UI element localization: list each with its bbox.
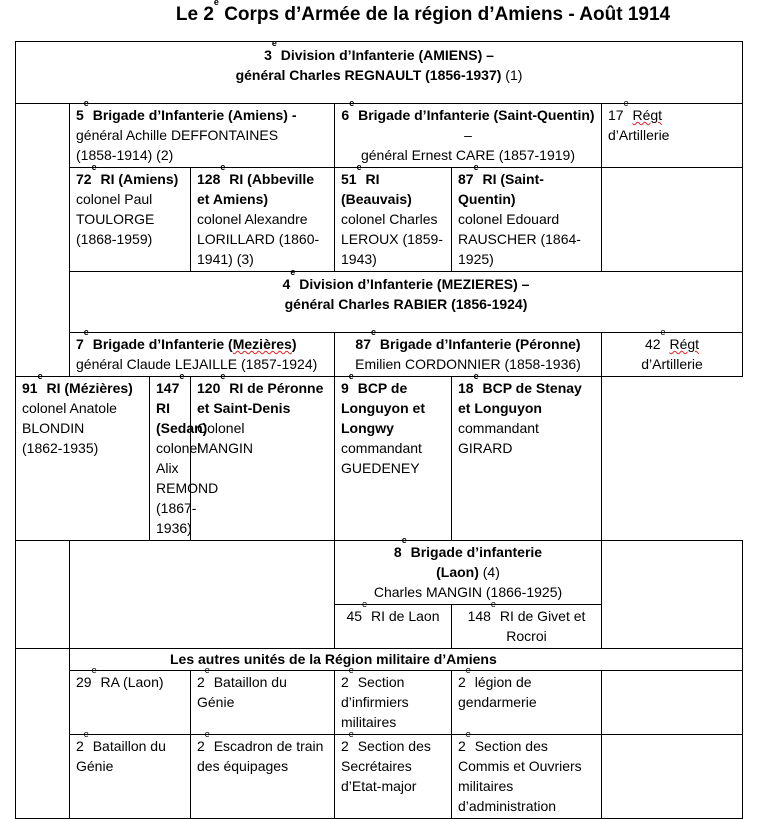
empty-cell bbox=[16, 104, 70, 377]
regiment-147-cell: 147e RI (Sedan) colonel Alix REMOND (1867-1936) bbox=[156, 371, 219, 536]
empty-cell bbox=[16, 541, 70, 649]
empty-cell bbox=[70, 541, 335, 649]
artillery-17-cell: 17e Régt d’Artillerie bbox=[602, 104, 743, 168]
empty-cell bbox=[602, 735, 743, 819]
empty-cell bbox=[602, 671, 743, 735]
brigade-87-cell: 87e Brigade d’Infanterie (Péronne) Emilien CORDONNIER (1858-1936) bbox=[335, 333, 602, 377]
other-units-heading: Les autres unités de la Région militaire d’Amiens bbox=[70, 649, 743, 671]
bcp-18-cell: 18e BCP de Stenay et Longuyon commandant GIRARD bbox=[452, 377, 602, 541]
unit-cell: 2e Bataillon du Génie bbox=[70, 735, 191, 819]
regiment-91-cell: 91e RI (Mézières) colonel Anatole BLONDIN (1862-1935) bbox=[16, 377, 150, 540]
brigade-8-cell: 8e Brigade d’infanterie (Laon) (4) Charles MANGIN (1866-1925) bbox=[335, 541, 602, 605]
artillery-42-cell: 42e Régt d’Artillerie bbox=[602, 333, 743, 377]
empty-cell bbox=[602, 168, 743, 272]
page-title: Le 2e Corps d’Armée de la région d’Amiens - Août 1914 bbox=[175, 0, 671, 25]
unit-cell: 2e Section des Commis et Ouvriers militaires d’administration bbox=[452, 735, 602, 819]
unit-cell: 2e Bataillon du Génie bbox=[191, 671, 335, 735]
unit-cell: 2e Section d’infirmiers militaires bbox=[335, 671, 452, 735]
unit-cell: 2e Section des Secrétaires d’Etat-major bbox=[335, 735, 452, 819]
division-4-header: 4e Division d’Infanterie (MEZIERES) – général Charles RABIER (1856-1924) bbox=[70, 272, 743, 333]
unit-cell: 2e Escadron de train des équipages bbox=[191, 735, 335, 819]
brigade-5-cell: 5e Brigade d’Infanterie (Amiens) - général Achille DEFFONTAINES (1858-1914) (2) bbox=[70, 104, 335, 168]
regiment-128-cell: 128e RI (Abbeville et Amiens) colonel Alexandre LORILLARD (1860-1941) (3) bbox=[191, 168, 335, 272]
unit-cell: 29e RA (Laon) bbox=[70, 671, 191, 735]
empty-cell bbox=[16, 649, 70, 819]
regiment-87-cell: 87e RI (Saint-Quentin) colonel Edouard RAUSCHER (1864-1925) bbox=[452, 168, 602, 272]
regiment-91-147-group bbox=[16, 371, 219, 541]
regiment-72-cell: 72e RI (Amiens) colonel Paul TOULORGE (1868-1959) bbox=[70, 168, 191, 272]
empty-cell bbox=[602, 541, 743, 649]
regiment-45-cell: 45e RI de Laon bbox=[335, 605, 452, 649]
regiment-148-cell: 148e RI de Givet et Rocroi bbox=[452, 605, 602, 649]
regiment-51-cell: 51e RI (Beauvais) colonel Charles LEROUX (1859-1943) bbox=[335, 168, 452, 272]
unit-cell: 2e légion de gendarmerie bbox=[452, 671, 602, 735]
bcp-9-cell: 9e BCP de Longuyon et Longwy commandant GUEDENEY bbox=[335, 377, 452, 541]
regiment-120-cell: 120e RI de Péronne et Saint-Denis Colonel MANGIN bbox=[191, 377, 335, 541]
brigade-7-cell: 7e Brigade d’Infanterie (Mezières) général Claude LEJAILLE (1857-1924) bbox=[70, 333, 335, 377]
brigade-6-cell: 6e Brigade d’Infanterie (Saint-Quentin) – général Ernest CARE (1857-1919) bbox=[335, 104, 602, 168]
division-3-header: 3e Division d’Infanterie (AMIENS) – général Charles REGNAULT (1856-1937) (1) bbox=[16, 42, 743, 104]
organization-table bbox=[15, 38, 743, 819]
